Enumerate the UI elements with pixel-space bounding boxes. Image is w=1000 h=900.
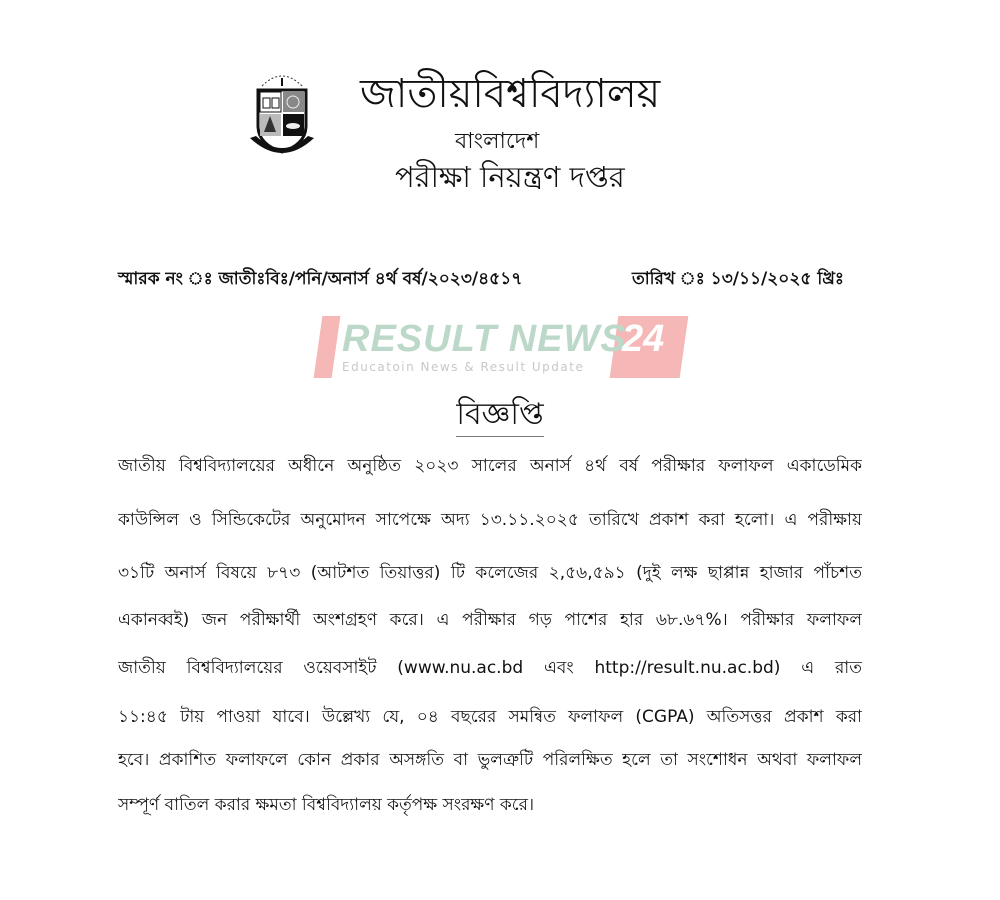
body-line: হবে। প্রকাশিত ফলাফলে কোন প্রকার অসঙ্গতি বা ভুলত্রুটি পরিলক্ষিত হলে তা সংশোধন অথবা ফলাফল <box>118 750 862 770</box>
watermark-number: 24 <box>622 318 665 360</box>
watermark <box>314 316 686 378</box>
memo-date: তারিখ ঃ ১৩/১১/২০২৫ খ্রিঃ <box>632 269 844 289</box>
notice-title-text: বিজ্ঞপ্তি <box>456 397 543 437</box>
body-line: সম্পূর্ণ বাতিল করার ক্ষমতা বিশ্ববিদ্যালয় কর্তৃপক্ষ সংরক্ষণ করে। <box>118 795 535 815</box>
body-line: একানব্বই) জন পরীক্ষার্থী অংশগ্রহণ করে। এ পরীক্ষার গড় পাশের হার ৬৮.৬৭%। পরীক্ষার ফলাফল <box>118 610 862 630</box>
watermark-title: RESULT NEWS <box>342 318 627 360</box>
body-line: জাতীয় বিশ্ববিদ্যালয়ের ওয়েবসাইট (www.nu.ac.bd এবং http://result.nu.ac.bd) এ রাত <box>118 658 862 678</box>
watermark-bar <box>314 316 341 378</box>
body-line: ৩১টি অনার্স বিষয়ে ৮৭৩ (আটশত তিয়াত্তর) টি কলেজের ২,৫৬,৫৯১ (দুই লক্ষ ছাপ্পান্ন হাজার পাঁচশত <box>118 563 862 583</box>
body-line: ১১:৪৫ টায় পাওয়া যাবে। উল্লেখ্য যে, ০৪ বছরের সমন্বিত ফলাফল (CGPA) অতিসত্তর প্রকাশ করা <box>118 707 862 727</box>
memo-reference: স্মারক নং ঃ জাতীঃবিঃ/পনি/অনার্স ৪র্থ বর্ষ/২০২৩/৪৫১৭ <box>118 269 523 289</box>
university-logo <box>248 64 316 162</box>
body-line: জাতীয় বিশ্ববিদ্যালয়ের অধীনে অনুষ্ঠিত ২০২৩ সালের অনার্স ৪র্থ বর্ষ পরীক্ষার ফলাফল একাডেমিক <box>118 456 862 476</box>
country-name: বাংলাদেশ <box>455 129 540 154</box>
watermark-tagline: Educatoin News & Result Update <box>342 360 585 374</box>
university-name: জাতীয়বিশ্ববিদ্যালয় <box>360 71 661 117</box>
department-name: পরীক্ষা নিয়ন্ত্রণ দপ্তর <box>395 160 625 194</box>
body-line: কাউন্সিল ও সিন্ডিকেটের অনুমোদন সাপেক্ষে অদ্য ১৩.১১.২০২৫ তারিখে প্রকাশ করা হলো। এ পরীক্ষায় <box>118 510 862 530</box>
notice-title <box>0 390 1000 441</box>
